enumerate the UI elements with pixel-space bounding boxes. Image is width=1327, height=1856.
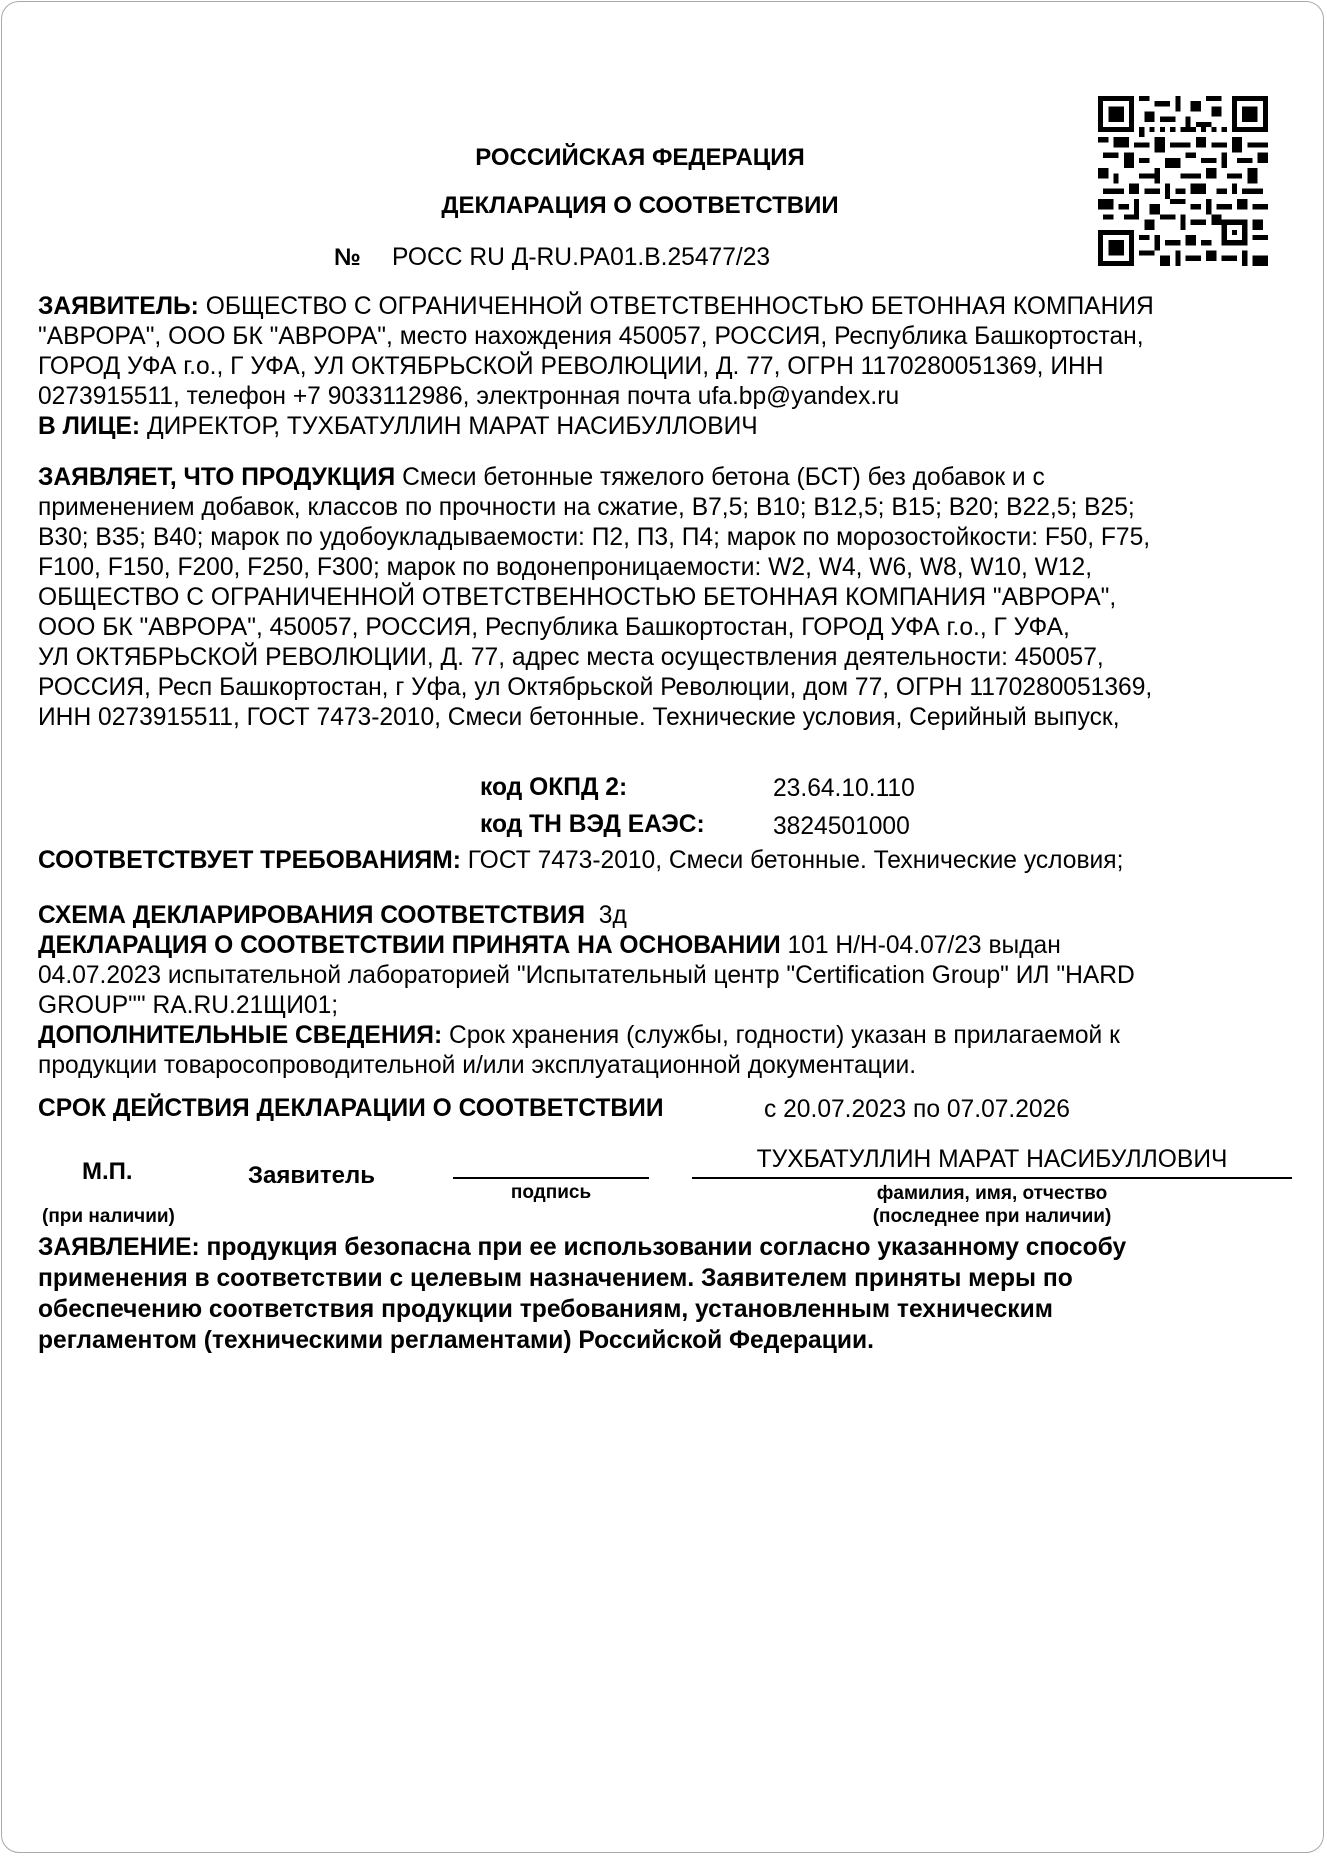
basis-line: GROUP"" RA.RU.21ЩИ01; [38, 992, 339, 1019]
validity-label: СРОК ДЕЙСТВИЯ ДЕКЛАРАЦИИ О СООТВЕТСТВИИ [38, 1095, 664, 1122]
scheme-value: 3д [598, 902, 627, 929]
product-line: F100, F150, F200, F250, F300; марок по водонепроницаемости: W2, W4, W6, W8, W10, W12, [38, 554, 1093, 581]
signature-line [453, 1177, 649, 1179]
basis-line: 101 Н/Н-04.07/23 выдан [787, 932, 1061, 959]
applicant-line: ГОРОД УФА г.о., Г УФА, УЛ ОКТЯБРЬСКОЙ РЕВОЛЮЦИИ, Д. 77, ОГРН 1170280051369, ИНН [38, 353, 1104, 380]
additional-line: Срок хранения (службы, годности) указан в прилагаемой к [448, 1022, 1120, 1049]
basis-line: 04.07.2023 испытательной лабораторией "Испытательный центр "Certification Group" ИЛ "HARD [38, 962, 1135, 989]
statement-line: ЗАЯВЛЕНИЕ: продукция безопасна при ее использовании согласно указанному способу [38, 1234, 1127, 1261]
scheme-label: СХЕМА ДЕКЛАРИРОВАНИЯ СООТВЕТСТВИЯ [38, 902, 586, 929]
statement-line: обеспечению соответствия продукции требованиям, установленным техническим [38, 1296, 1053, 1323]
product-line: применением добавок, классов по прочности на сжатие, В7,5; В10; В12,5; В15; В20; В22,5; В25; [38, 494, 1135, 521]
representative-label: В ЛИЦЕ: [38, 413, 141, 440]
name-line [692, 1177, 1292, 1179]
tnved-value: 3824501000 [773, 813, 910, 840]
qr-code-icon [1098, 96, 1268, 266]
document-title: ДЕКЛАРАЦИЯ О СООТВЕТСТВИИ [441, 192, 839, 219]
product-label: ЗАЯВЛЯЕТ, ЧТО ПРОДУКЦИЯ [38, 464, 396, 491]
signer-full-name: ТУХБАТУЛЛИН МАРАТ НАСИБУЛЛОВИЧ [756, 1146, 1228, 1173]
validity-value: с 20.07.2023 по 07.07.2026 [764, 1096, 1070, 1123]
product-line: В30; В35; В40; марок по удобоукладываемости: П2, П3, П4; марок по морозостойкости: F50, F75, [38, 524, 1151, 551]
okpd-value: 23.64.10.110 [773, 775, 915, 802]
requirements-label: СООТВЕТСТВУЕТ ТРЕБОВАНИЯМ: [38, 847, 461, 874]
statement-line: регламентом (техническими регламентами) Российской Федерации. [38, 1327, 874, 1354]
tnved-label: код ТН ВЭД ЕАЭС: [480, 811, 705, 838]
basis-label: ДЕКЛАРАЦИЯ О СООТВЕТСТВИИ ПРИНЯТА НА ОСНОВАНИИ [38, 932, 781, 959]
requirements-block [38, 846, 1300, 876]
product-line: Смеси бетонные тяжелого бетона (БСТ) без добавок и с [402, 464, 1045, 491]
product-block [38, 463, 1300, 733]
applicant-line: 0273915511, телефон +7 9033112986, электронная почта ufa.bp@yandex.ru [38, 383, 900, 410]
applicant-line: "АВРОРА", ООО БК "АВРОРА", место нахождения 450057, РОССИЯ, Республика Башкортостан, [38, 323, 1144, 350]
declaration-number-sign: № [334, 244, 361, 271]
requirements-value: ГОСТ 7473-2010, Смеси бетонные. Технические условия; [467, 847, 1124, 874]
applicant-signature-label: Заявитель [248, 1162, 375, 1189]
product-line: ООО БК "АВРОРА", 450057, РОССИЯ, Республика Башкортостан, ГОРОД УФА г.о., Г УФА, [38, 614, 1070, 641]
product-line: УЛ ОКТЯБРЬСКОЙ РЕВОЛЮЦИИ, Д. 77, адрес места осуществления деятельности: 450057, [38, 644, 1104, 671]
okpd-label: код ОКПД 2: [480, 774, 628, 801]
seal-label: М.П. [82, 1158, 133, 1185]
product-line: ИНН 0273915511, ГОСТ 7473-2010, Смеси бетонные. Технические условия, Серийный выпуск, [38, 704, 1120, 731]
additional-label: ДОПОЛНИТЕЛЬНЫЕ СВЕДЕНИЯ: [38, 1022, 443, 1049]
signature-caption: подпись [510, 1182, 592, 1203]
representative-name: ДИРЕКТОР, ТУХБАТУЛЛИН МАРАТ НАСИБУЛЛОВИЧ [146, 413, 758, 440]
statement-line: применения в соответствии с целевым назначением. Заявителем приняты меры по [38, 1265, 1073, 1292]
scheme-block [38, 901, 1300, 1081]
declaration-number: РОСС RU Д-RU.РА01.В.25477/23 [392, 244, 771, 271]
additional-line: продукции товаросопроводительной и/или эксплуатационной документации. [38, 1052, 917, 1079]
product-line: РОССИЯ, Респ Башкортостан, г Уфа, ул Октябрьской Революции, дом 77, ОГРН 1170280051369, [38, 674, 1153, 701]
product-line: ОБЩЕСТВО С ОГРАНИЧЕННОЙ ОТВЕТСТВЕННОСТЬЮ БЕТОННАЯ КОМПАНИЯ "АВРОРА", [38, 584, 1117, 611]
applicant-line: ОБЩЕСТВО С ОГРАНИЧЕННОЙ ОТВЕТСТВЕННОСТЬЮ БЕТОННАЯ КОМПАНИЯ [205, 293, 1154, 320]
applicant-label: ЗАЯВИТЕЛЬ: [38, 293, 199, 320]
name-caption: фамилия, имя, отчество [876, 1183, 1108, 1204]
name-note: (последнее при наличии) [872, 1206, 1112, 1227]
country-title: РОССИЙСКАЯ ФЕДЕРАЦИЯ [475, 144, 805, 171]
safety-statement [38, 1232, 1300, 1356]
applicant-block [38, 292, 1300, 442]
seal-note: (при наличии) [42, 1206, 175, 1227]
